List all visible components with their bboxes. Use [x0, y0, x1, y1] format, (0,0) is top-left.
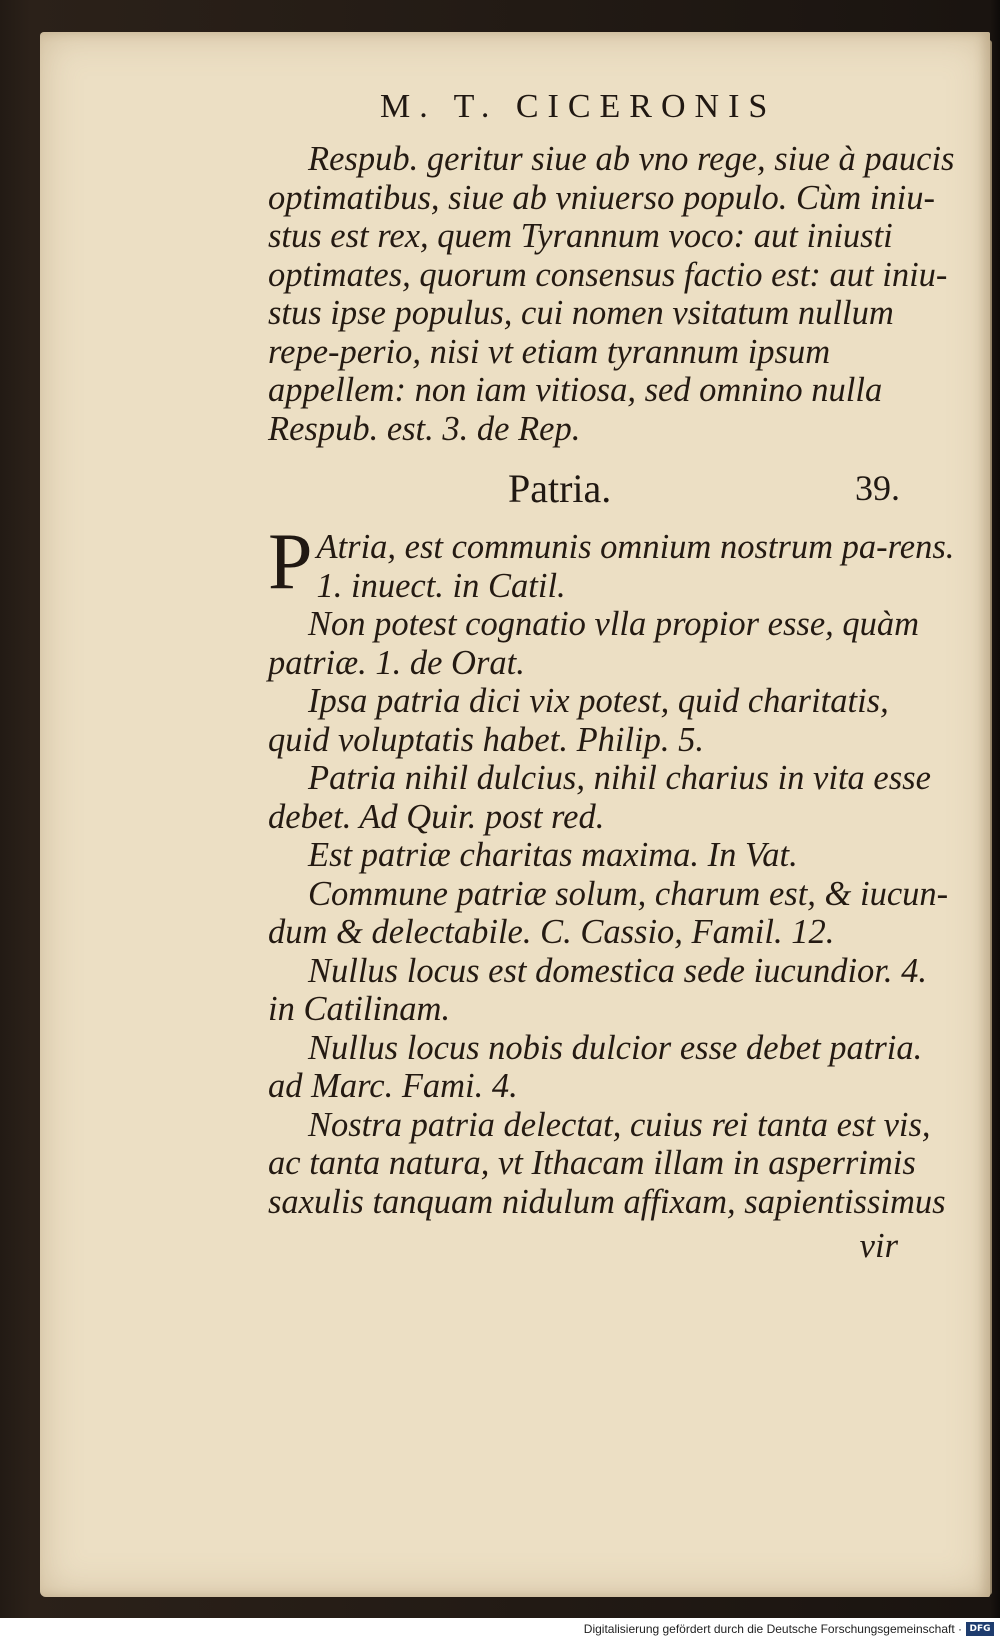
- section-heading: [268, 465, 958, 515]
- section-title: Patria.: [508, 466, 612, 511]
- paragraph: Patria nihil dulcius, nihil charius in vita esse debet. Ad Quir. post red.: [268, 759, 931, 836]
- paragraph: Respub. geritur siue ab vno rege, siue à paucis optimatibus, siue ab vniuerso populo. Cùm iniu-stus est rex, quem Tyrannum voco: aut iniusti optimates, quorum consensus factio est: aut iniu-stus ipse populus, cui nomen vsitatum nullum repe-perio, nisi vt etiam tyrannum ipsum appellem: non iam vitiosa, sed omnino nulla Respub. est. 3. de Rep.: [268, 140, 955, 448]
- paragraph: Commune patriæ solum, charum est, & iucun-dum & delectabile. C. Cassio, Famil. 12.: [268, 874, 949, 951]
- drop-cap: P: [268, 518, 313, 606]
- paragraph: Nullus locus nobis dulcior esse debet patria. ad Marc. Fami. 4.: [268, 1028, 923, 1105]
- first-paragraph-text: Atria, est communis omnium nostrum pa-rens. 1. inuect. in Catil.: [316, 528, 955, 605]
- running-head: M. T. CICERONIS: [380, 88, 777, 125]
- first-paragraph: [268, 518, 958, 606]
- text-block-respub: [268, 140, 958, 448]
- funding-notice: Digitalisierung gefördert durch die Deutsche Forschungsgemeinschaft ·: [583, 1622, 962, 1636]
- dfg-logo: DFG: [966, 1622, 994, 1636]
- paragraph: Est patriæ charitas maxima. In Vat.: [308, 836, 798, 874]
- section-number: 39.: [855, 468, 900, 508]
- text-block-patria: [268, 518, 958, 1221]
- paragraph: Ipsa patria dici vix potest, quid charitatis, quid voluptatis habet. Philip. 5.: [268, 682, 889, 759]
- footer-band: [0, 1618, 1000, 1642]
- paragraph: Non potest cognatio vlla propior esse, quàm patriæ. 1. de Orat.: [268, 605, 920, 682]
- paragraph: Nostra patria delectat, cuius rei tanta est vis, ac tanta natura, vt Ithacam illam in asperrimis saxulis tanquam nidulum affixam, sapientissimus: [268, 1105, 946, 1221]
- paragraph: Nullus locus est domestica sede iucundior. 4. in Catilinam.: [268, 951, 928, 1028]
- catchword: vir: [859, 1227, 898, 1265]
